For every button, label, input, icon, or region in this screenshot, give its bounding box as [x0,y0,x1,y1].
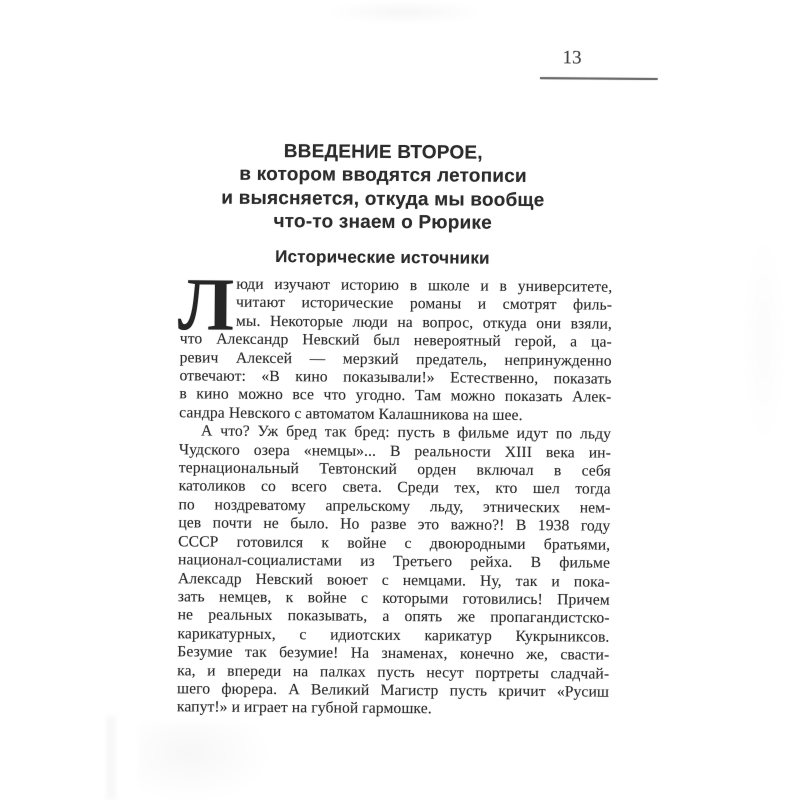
body-line: Безумие так безумие! На знаменах, конечно же, свасти- [177,643,610,664]
body-line: читают исторические романы и смотрят филь- [236,294,613,315]
body-line: сандра Невского с автоматом Калашникова на шее. [179,404,523,424]
body-text [176,263,613,720]
body-line: ревич Алексей — мерзкий предатель, непринужденно [179,348,612,370]
body-line: не реальных показывать, а опять же пропагандистско- [177,606,610,627]
page-number: 13 [562,47,582,69]
body-line: тернациональный Тевтонский орден включал в себя [178,459,611,480]
body-line: в кино можно все что угодно. Там можно показать Алек- [179,385,612,407]
body-line: Алексадр Невский воюет с немцами. Ну, так и пока- [177,569,610,591]
chapter-title-line: что-то знаем о Рюрике [273,211,493,234]
chapter-title-line: и выясняется, откуда мы вообще [221,187,545,211]
body-line: мы. Некоторые люди на вопрос, откуда они взяли, [235,312,613,333]
body-line: что Александр Невский был невероятный герой, а ца- [179,330,612,351]
section-heading: Исторические источники [275,246,490,268]
chapter-heading [180,139,613,269]
body-line: ка, и впереди на палках пусть несут портреты сладчай- [177,661,610,683]
body-line: карикатурных, с идиотских карикатур Кукрыниксов. [177,624,610,646]
body-line: юди изучают историю в школе и в университете, [236,275,613,296]
body-line: по ноздреватому апрельскому льду, этнических нем- [178,496,611,517]
body-line: католиков со всего света. Среди тех, кто шел тогда [178,477,611,499]
body-line: шего фюрера. А Великий Магистр пусть кричит «Русиш [176,680,610,701]
body-line: Чудского озера «немцы»... В реальности XIII века ин- [178,440,611,462]
body-line: национал-социалистами из Третьего рейха. В фильме [178,551,611,572]
chapter-title-line: ВВЕДЕНИЕ ВТОРОЕ, [283,141,483,164]
body-line: капут!» и играет на губной гармошке. [176,698,432,718]
body-line: А что? Уж бред так бред: пусть в фильме идут по льду [201,422,612,443]
body-line: цев почти не было. Но разве это важно?! В 1938 году [178,514,611,535]
folio-rule [540,77,658,80]
drop-cap-letter: Л [177,263,235,347]
body-line: СССР готовился к войне с двоюродными братьями, [178,532,611,554]
chapter-title-line: в котором вводятся летописи [239,164,527,188]
body-line: отвечают: «В кино показывали!» Естественно, показать [179,367,612,388]
body-line: зать немцев, к войне с которыми готовились! Причем [177,588,610,609]
drop-cap [177,263,235,347]
